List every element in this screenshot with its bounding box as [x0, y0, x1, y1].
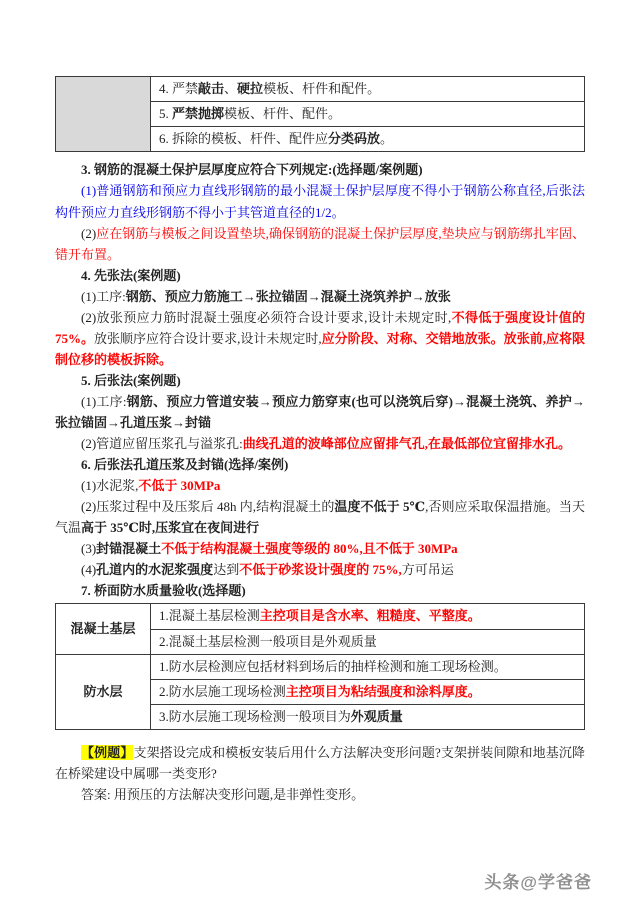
text-run: (1)工序: [81, 393, 127, 409]
item-6-4 [55, 559, 585, 580]
heading-7 [55, 580, 585, 601]
example-question [55, 742, 585, 784]
table-row [56, 77, 585, 102]
text-run: 4. 严禁 [159, 81, 199, 96]
text-run: 模板、杆件和配件。 [263, 81, 381, 96]
heading-3 [55, 159, 585, 180]
table-row [56, 604, 585, 629]
item-3-1 [55, 180, 585, 222]
text-run: 硬拉 [237, 81, 264, 96]
heading-4 [55, 265, 585, 286]
text-run: 分类码放 [328, 131, 381, 147]
text-run: 敲击 [198, 81, 225, 96]
text-run: 主控项目为粘结强度和涂料厚度。 [285, 683, 481, 699]
text-run: (3) [81, 541, 97, 557]
table-cell [151, 604, 585, 629]
row-group-label: 混凝土基层 [56, 604, 151, 654]
text-run: 应在钢筋与模板之间设置垫块,确保钢筋的混凝土保护层厚度,垫块应与钢筋绑扎牢固、错开布置。 [55, 225, 585, 262]
text-run: 5. 后张法(案例题) [81, 372, 181, 388]
text-run: (1)普通钢筋和预应力直线形钢筋的最小混凝土保护层厚度不得小于钢筋公称直径,后张法构件预应力直线形钢筋不得小于其管道直径的1/2。 [55, 183, 585, 220]
text-run: 【例题】 [81, 745, 134, 761]
text-run: 支架搭设完成和模板安装后用什么方法解决变形问题?支架拼装间隙和地基沉降在桥梁建设中属哪一类变形? [55, 745, 585, 782]
text-run: 孔道内的水泥浆强度 [96, 562, 214, 578]
watermark: 头条@学爸爸 [484, 873, 592, 892]
table-row [56, 654, 585, 679]
text-run: 5. [159, 106, 172, 122]
text-run: 达到 [213, 562, 240, 578]
text-run: 封锚混凝土 [96, 541, 162, 557]
text-run: 温度不低于 5℃ [334, 499, 426, 515]
heading-5 [55, 370, 585, 391]
text-run: 2.防水层施工现场检测 [159, 683, 286, 699]
text-run: 外观质量 [350, 708, 403, 724]
text-run: 主控项目是含水率、粗糙度、平整度。 [259, 608, 481, 624]
text-run: (1)工序: [81, 288, 126, 304]
table-cell [151, 102, 585, 127]
text-run: (1)水泥浆, [81, 478, 139, 494]
text-run: ,否则应采取保温措施。当天气温 [55, 499, 585, 536]
heading-6 [55, 454, 585, 475]
formwork-removal-table [55, 76, 585, 152]
text-run: 7. 桥面防水质量验收(选择题) [81, 583, 246, 599]
table-cell [151, 679, 585, 704]
text-run: 钢筋、预应力管道安装→预应力筋穿束(也可以浇筑后穿)→混凝土浇筑、养护→张拉锚固→孔道压浆→封锚 [55, 393, 585, 430]
text-run: 6. 后张法孔道压浆及封锚(选择/案例) [81, 457, 289, 473]
text-run: 方可吊运 [401, 562, 454, 578]
text-run: 答案: 用预压的方法解决变形问题,是非弹性变形。 [81, 787, 365, 803]
table-cell [151, 629, 585, 654]
item-5-1 [55, 391, 585, 433]
document-content [55, 74, 585, 805]
item-5-2 [55, 433, 585, 454]
text-run: 、 [224, 81, 238, 96]
text-run: 应分阶段、对称、交错地放张。放张前,应将限制位移的模板拆除。 [55, 330, 585, 367]
text-run: 2.混凝土基层检测一般项目是外观质量 [159, 633, 377, 649]
text-run: 高于 35℃时,压浆宜在夜间进行 [81, 520, 260, 536]
text-run: (2)管道应留压浆孔与溢浆孔: [81, 436, 243, 452]
text-run: 不低于 30MPa [138, 478, 221, 494]
text-run: 1.混凝土基层检测 [159, 608, 260, 624]
text-run: 4. 先张法(案例题) [81, 267, 181, 283]
item-4-2 [55, 307, 585, 370]
text-run: 严禁抛掷 [172, 106, 225, 122]
text-run: 6. 拆除的模板、杆件、配件应 [159, 131, 329, 147]
item-4-1 [55, 286, 585, 307]
text-run: 钢筋、预应力筋施工→张拉锚固→混凝土浇筑养护→放张 [125, 288, 451, 304]
text-run: 1.防水层检测应包括材料到场后的抽样检测和施工现场检测。 [159, 658, 507, 674]
row-group-label [56, 77, 151, 152]
table-cell [151, 654, 585, 679]
text-run: 放张顺序应符合设计要求,设计未规定时, [94, 330, 322, 346]
text-run: (2)放张预应力筋时混凝土强度必须符合设计要求,设计未规定时, [81, 309, 452, 325]
text-run: 曲线孔道的波峰部位应留排气孔,在最低部位宜留排水孔。 [242, 436, 572, 452]
item-6-3 [55, 538, 585, 559]
waterproof-acceptance-table [55, 603, 585, 730]
table-cell [151, 127, 585, 152]
item-3-2 [55, 223, 585, 265]
item-6-2 [55, 496, 585, 538]
text-run: 不低于结构混凝土强度等级的 80%,且不低于 30MPa [161, 541, 458, 557]
table-cell [151, 704, 585, 729]
table-cell [151, 77, 585, 102]
text-run: 3.防水层施工现场检测一般项目为 [159, 708, 351, 724]
text-run: 3. 钢筋的混凝土保护层厚度应符合下列规定:(选择题/案例题) [81, 162, 423, 178]
text-run: (2) [81, 225, 97, 241]
text-run: 不低于砂浆设计强度的 75%, [239, 562, 402, 578]
item-6-1 [55, 475, 585, 496]
text-run: (4) [81, 562, 97, 578]
row-group-label: 防水层 [56, 654, 151, 729]
text-run: 模板、杆件、配件。 [224, 106, 342, 122]
text-run: (2)压浆过程中及压浆后 48h 内,结构混凝土的 [81, 499, 335, 515]
text-run: 不得低于强度设计值的75%。 [55, 309, 585, 346]
text-run: 。 [380, 131, 394, 147]
example-answer [55, 784, 585, 805]
